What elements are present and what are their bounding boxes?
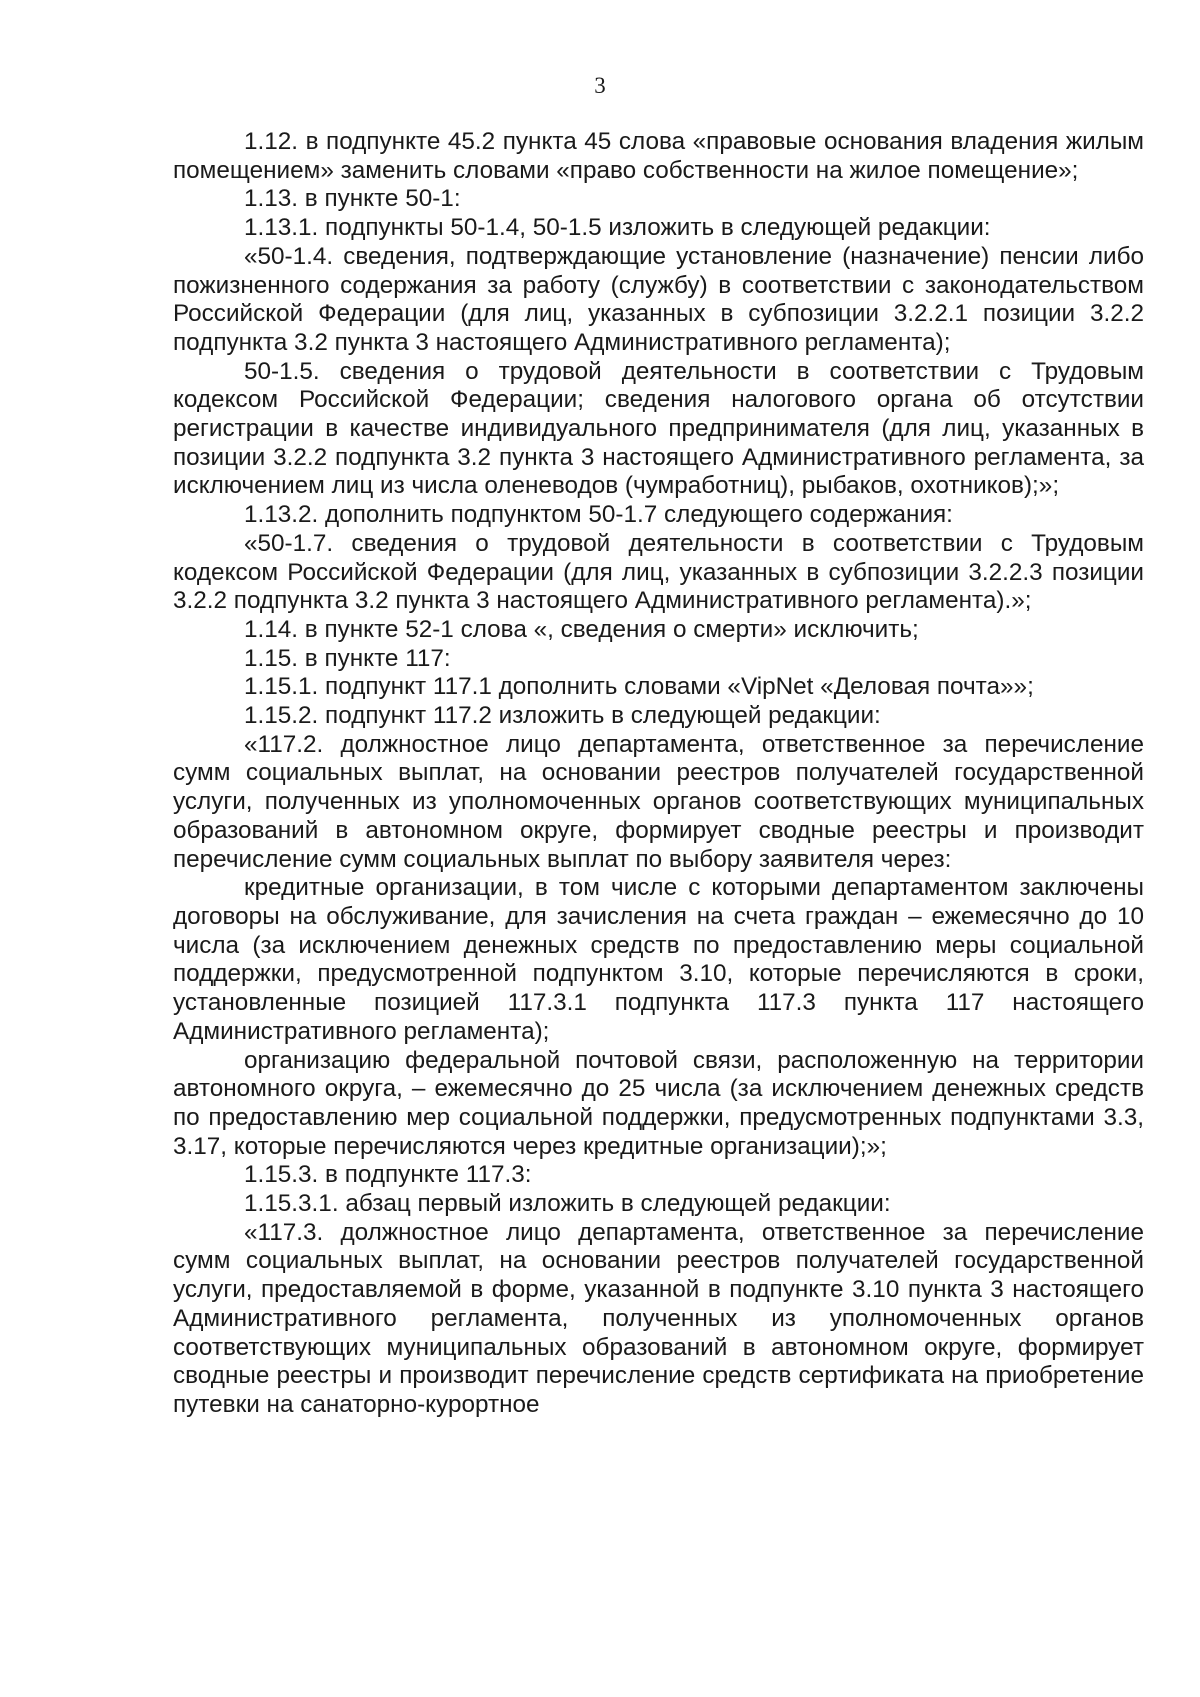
paragraph: «117.3. должностное лицо департамента, ответственное за перечисление сумм социальных выплат, на основании реестров получателей государственной услуги, предоставляемой в форме, указанной в подпункте 3.10 пункта 3 настоящего Административного регламента, полученных из уполномоченных органов соответствующих муниципальных образований в автономном округе, формирует сводные реестры и производит перечисление средств сертификата на приобретение путевки на санаторно-курортное (173, 1218, 1144, 1418)
paragraph: 1.15.1. подпункт 117.1 дополнить словами «VipNet «Деловая почта»»; (244, 673, 1034, 701)
paragraph: 1.14. в пункте 52-1 слова «, сведения о смерти» исключить; (244, 615, 919, 643)
paragraph: «50-1.7. сведения о трудовой деятельности в соответствии с Трудовым кодексом Российской Федерации (для лиц, указанных в субпозиции 3.2.2.3 позиции 3.2.2 подпункта 3.2 пункта 3 настоящего Административного регламента).»; (173, 529, 1144, 615)
paragraph: «50-1.4. сведения, подтверждающие установление (назначение) пенсии либо пожизненного содержания за работу (службу) в соответствии с законодательством Российской Федерации (для лиц, указанных в субпозиции 3.2.2.1 позиции 3.2.2 подпункта 3.2 пункта 3 настоящего Административного регламента); (173, 242, 1144, 356)
paragraph: кредитные организации, в том числе с которыми департаментом заключены договоры на обслуживание, для зачисления на счета граждан – ежемесячно до 10 числа (за исключением денежных средств по предоставлению меры социальной поддержки, предусмотренной подпунктом 3.10, которые перечисляются в сроки, установленные позицией 117.3.1 подпункта 117.3 пункта 117 настоящего Административного регламента); (173, 874, 1144, 1045)
paragraph: 1.12. в подпункте 45.2 пункта 45 слова «правовые основания владения жилым помещением» заменить словами «право собственности на жилое помещение»; (173, 128, 1144, 184)
paragraph: 50-1.5. сведения о трудовой деятельности в соответствии с Трудовым кодексом Российской Федерации; сведения налогового органа об отсутствии регистрации в качестве индивидуального предпринимателя (для лиц, указанных в позиции 3.2.2 подпункта 3.2 пункта 3 настоящего Административного регламента, за исключением лиц из числа оленеводов (чумработниц), рыбаков, охотников);»; (173, 357, 1144, 500)
paragraph: 1.15.3.1. абзац первый изложить в следующей редакции: (244, 1190, 891, 1218)
page-number: 3 (594, 73, 606, 98)
paragraph: 1.13.1. подпункты 50-1.4, 50-1.5 изложить в следующей редакции: (244, 214, 991, 242)
paragraph: 1.13. в пункте 50-1: (244, 185, 461, 213)
paragraph: 1.13.2. дополнить подпунктом 50-1.7 следующего содержания: (244, 501, 953, 529)
document-body (173, 128, 1144, 1420)
paragraph: 1.15.2. подпункт 117.2 изложить в следующей редакции: (244, 702, 881, 730)
paragraph: 1.15. в пункте 117: (244, 644, 451, 672)
paragraph: 1.15.3. в подпункте 117.3: (244, 1161, 532, 1189)
paragraph: организацию федеральной почтовой связи, расположенную на территории автономного округа, – ежемесячно до 25 числа (за исключением денежных средств по предоставлению мер социальной поддержки, предусмотренных подпунктами 3.3, 3.17, которые перечисляются через кредитные организации);»; (173, 1046, 1144, 1160)
paragraph: «117.2. должностное лицо департамента, ответственное за перечисление сумм социальных выплат, на основании реестров получателей государственной услуги, полученных из уполномоченных органов соответствующих муниципальных образований в автономном округе, формирует сводные реестры и производит перечисление сумм социальных выплат по выбору заявителя через: (173, 730, 1144, 873)
